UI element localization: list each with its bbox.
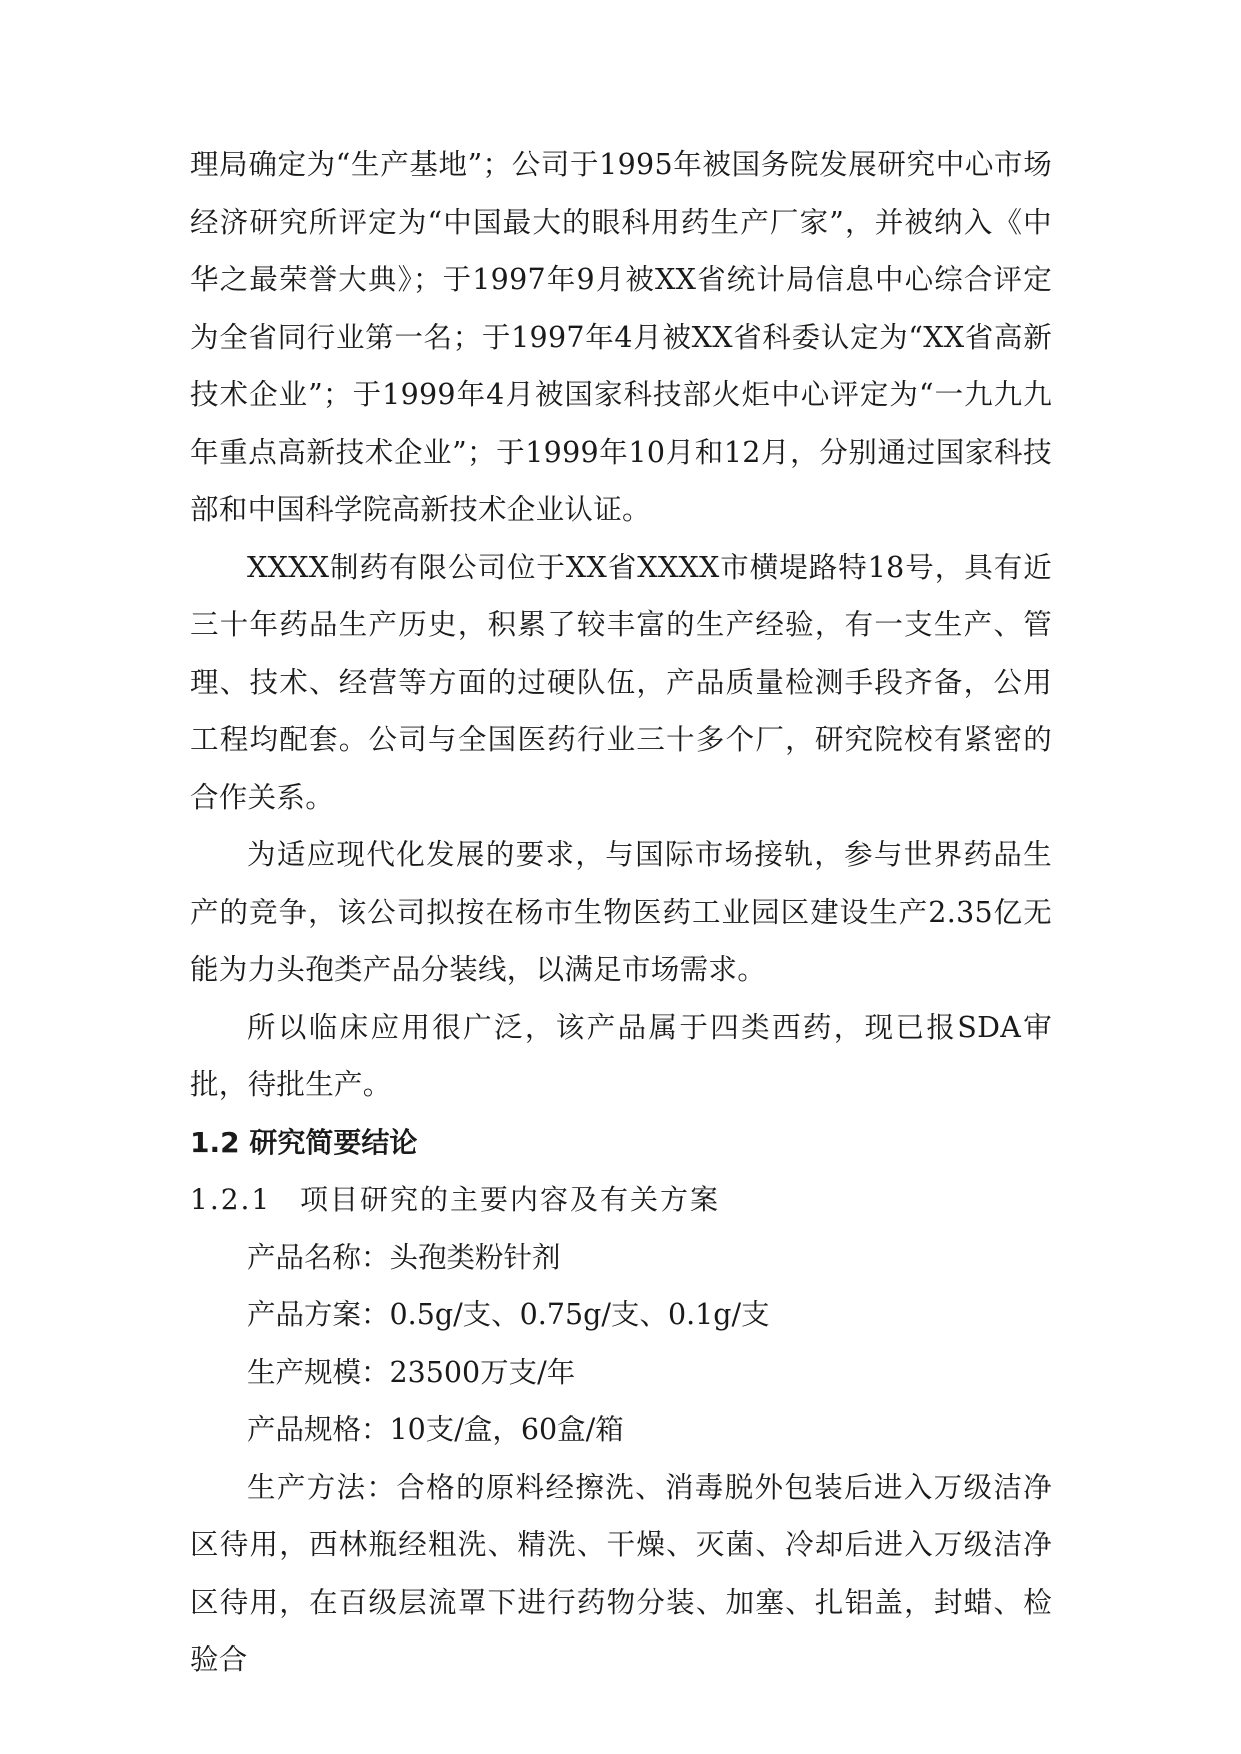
product-plan-line: 产品方案：0.5g/支、0.75g/支、0.1g/支	[247, 1298, 770, 1331]
section-heading: 1.2 研究简要结论	[190, 1125, 418, 1159]
paragraph-company-overview: XXXX制药有限公司位于XX省XXXX市横堤路特18号，具有近三十年药品生产历史，积累了较丰富的生产经验，有一支生产、管理、技术、经营等方面的过硬队伍，产品质量检测手段齐备，公用工程均配套。公司与全国医药行业三十多个厂，研究院校有紧密的合作关系。	[190, 550, 1052, 814]
paragraph-project-purpose: 为适应现代化发展的要求，与国际市场接轨，参与世界药品生产的竞争，该公司拟按在杨市生物医药工业园区建设生产2.35亿无能为力头孢类产品分装线，以满足市场需求。	[190, 838, 1052, 986]
product-spec-line: 产品规格：10支/盒，60盒/箱	[247, 1413, 624, 1446]
subsection-title: 项目研究的主要内容及有关方案	[300, 1183, 721, 1216]
subsection-number: 1.2.1	[190, 1183, 272, 1216]
subsection-heading	[190, 1171, 1052, 1229]
body-text-column	[190, 136, 1052, 1689]
paragraph-honors: 理局确定为“生产基地”；公司于1995年被国务院发展研究中心市场经济研究所评定为“中国最大的眼科用药生产厂家”，并被纳入《中华之最荣誉大典》；于1997年9月被XX省统计局信息中心综合评定为全省同行业第一名；于1997年4月被XX省科委认定为“XX省高新技术企业”；于1999年4月被国家科技部火炬中心评定为“一九九九年重点高新技术企业”；于1999年10月和12月，分别通过国家科技部和中国科学院高新技术企业认证。	[190, 148, 1052, 526]
production-method-paragraph: 生产方法：合格的原料经擦洗、消毒脱外包装后进入万级洁净区待用，西林瓶经粗洗、精洗、干燥、灭菌、冷却后进入万级洁净区待用，在百级层流罩下进行药物分装、加塞、扎铝盖，封蜡、检验合	[190, 1470, 1052, 1676]
production-scale-line: 生产规模：23500万支/年	[247, 1355, 576, 1389]
product-name-line: 产品名称：头孢类粉针剂	[247, 1240, 561, 1274]
paragraph-approval-status: 所以临床应用很广泛，该产品属于四类西药，现已报SDA审批，待批生产。	[190, 1010, 1052, 1101]
